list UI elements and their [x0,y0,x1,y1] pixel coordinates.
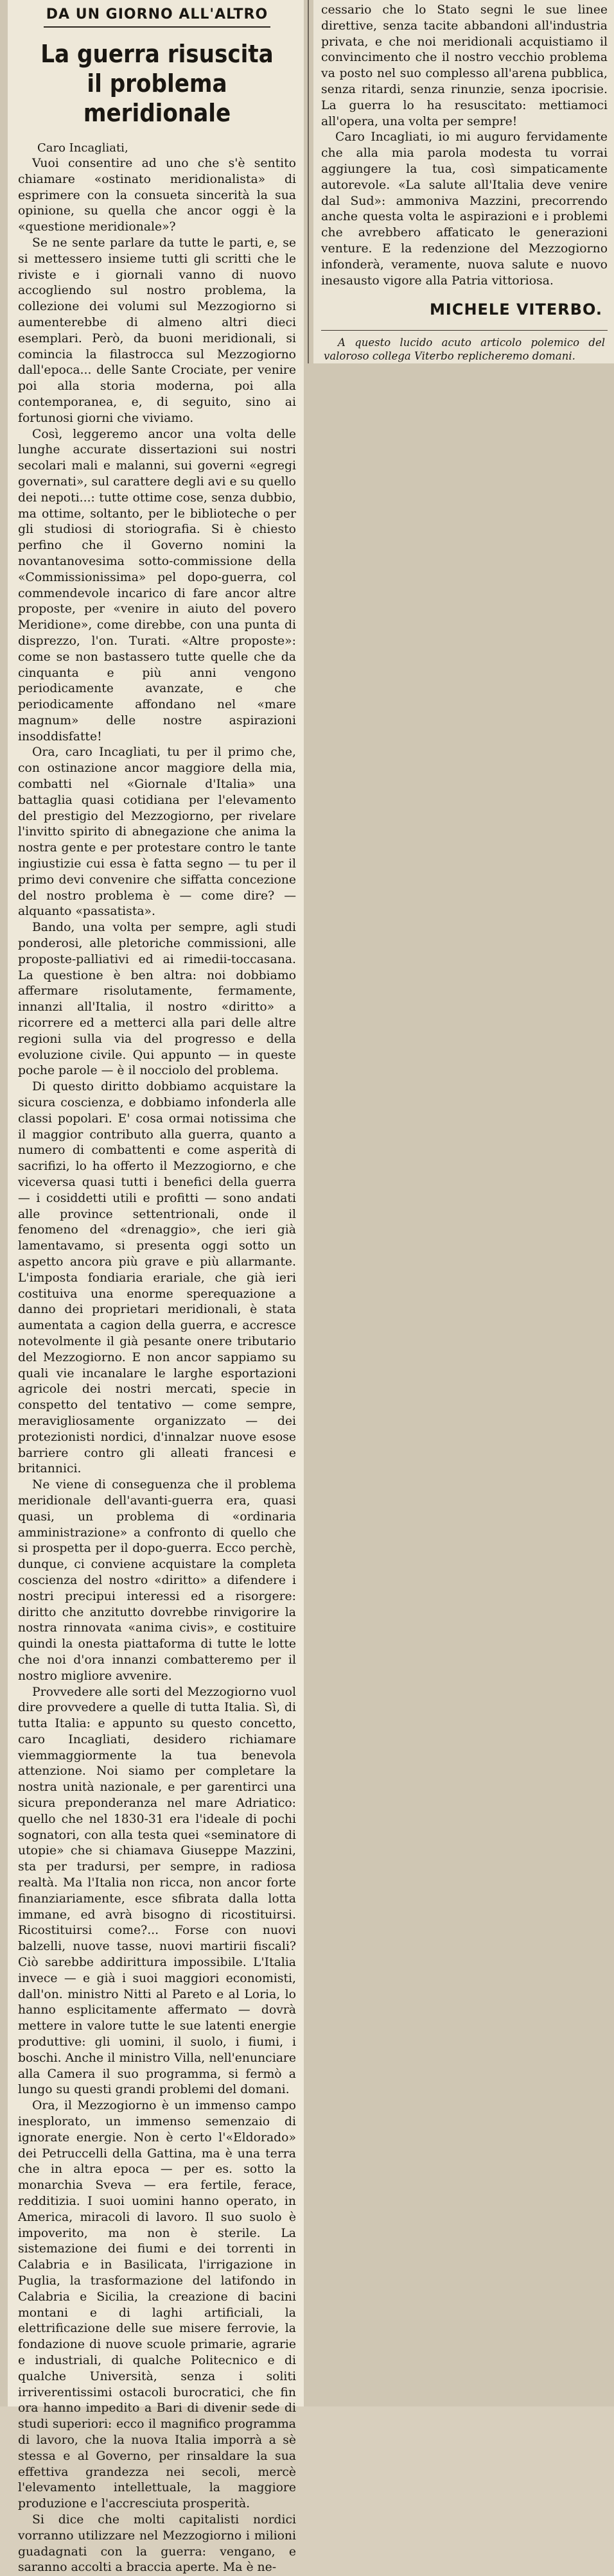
editor-note: A questo lucido acuto articolo polemico del valoroso collega Viterbo replicheremo domani. [324,336,605,363]
column-divider [308,0,309,363]
paragraph-continued: cessario che lo Stato segni le sue linee direttive, senza tacite abbandoni all'industria privata, e che noi meridionali acquistiamo il convincimento che il nostro vecchio problema va posto nel suo complesso all'arena pubblica, senza ritardi, senza rinunzie, senza ipocrisie. La guerra lo ha resuscitato: mettiamoci all'opera, una volta per sempre! [321,3,608,128]
paragraph: Ora, caro Incagliati, tu per il primo che, con ostinazione ancor maggiore della mia, combatti nel «Giornale d'Italia» una battaglia quasi cotidiana per l'elevamento del prestigio del Mezzogiorno, per rivelare l'invitto spirito di abnegazione che anima la nostra gente e per protestare contro le tante ingiustizie cui essa è fatta segno — tu per il primo devi convenire che siffatta concezione del nostro problema è — come dire? — alquanto «passatista». [18,745,296,919]
article-column-1 [8,0,304,2575]
article-headline [18,39,296,128]
paragraph: Così, leggeremo ancor una volta delle lunghe accurate dissertazioni sui nostri secolari mali e malanni, sui governi «egregi governati», sul carattere degli avi e su quello dei nepoti...: tutte ottime cose, senza dubbio, ma ottime, soltanto, per le biblioteche o per gli studiosi di storiografia. Si è chiesto perfino che il Governo nomini la novantanovesima sotto-commissione della «Commissionissima» pel dopo-guerra, col commendevole incarico di fare ancor altre proposte, per «venire in aiuto del povero Meridione», come direbbe, con una punta di disprezzo, l'on. Turati. «Altre proposte»: come se non bastassero tutte quelle che da cinquanta e più anni vengono periodicamente avanzate, e che periodicamente affondano nel «mare magnum» delle nostre aspirazioni insoddisfatte! [18,427,296,744]
column-kicker: DA UN GIORNO ALL'ALTRO [46,6,268,22]
paragraph: Se ne sente parlare da tutte le parti, e, se si mettessero insieme tutti gli scritti che le riviste e i giornali vanno di nuovo accogliendo sul nostro problema, la collezione dei volumi sul Mezzogiorno si aumenterebbe di almeno altri dieci esemplari. Però, da buoni meridionali, si comincia la filastrocca sul Mezzogiorno dall'epoca... delle Sante Crociate, per venire poi alla storia moderna, poi alla contemporanea, e, di seguito, sino ai fortunosi giorni che viviamo. [18,236,296,425]
headline-line-2: il problema meridionale [83,69,231,127]
paragraph: Si dice che molti capitalisti nordici vorranno utilizzare nel Mezzogiorno i milioni guadagnati con la guerra: vengano, e saranno accolti a braccia aperte. Ma è ne- [18,2512,296,2575]
salutation: Caro Incagliati, [37,141,128,155]
paragraph: Ora, il Mezzogiorno è un immenso campo inesplorato, un immenso semenzaio di ignorate energie. Non è certo l'«Eldorado» dei Petruccelli della Gattina, ma è una terra che in altra epoca — per es. sotto la monarchia Sveva — era fertile, ferace, redditizia. I suoi uomini hanno operato, in America, miracoli di lavoro. Il suo suolo è impoverito, ma non è sterile. La sistemazione dei fiumi e dei torrenti in Calabria e in Basilicata, l'irrigazione in Puglia, la trasformazione del latifondo in Calabria e Sicilia, la creazione di bacini montani e di laghi artificiali, la elettrificazione delle sue misere ferrovie, la fondazione di nuove scuole primarie, agrarie e industriali, di qualche Politecnico e di qualche Università, senza i soliti irriverentissimi ostacoli burocratici, che fin ora hanno impedito a Bari di divenir sede di studi superiori: ecco il magnifico programma di lavoro, che la nuova Italia imporrà a sè stessa e al Governo, per rinsaldare la sua effettiva grandezza nei secoli, mercè l'elevamento intellettuale, la maggiore produzione e l'accresciuta prosperità. [18,2099,296,2511]
paragraph: Provvedere alle sorti del Mezzogiorno vuol dire provvedere a quelle di tutta Italia. Sì, di tutta Italia: e appunto su questo concetto, caro Incagliati, desidero richiamare viemmaggiormente la tua benevola attenzione. Noi siamo per completare la nostra unità nazionale, e per garentirci una sicura preponderanza nel mare Adriatico: quello che nel 1830-31 era l'ideale di pochi sognatori, con alla testa quei «seminatore di utopie» che si chiamava Giuseppe Mazzini, sta per tradursi, per sempre, in radiosa realtà. Ma l'Italia non ricca, non ancor forte finanziariamente, esce sfibrata dalla lotta immane, ed avrà bisogno di ricostituirsi. Ricostituirsi come?... Forse con nuovi balzelli, nuove tasse, nuovi martirii fiscali? Ciò sarebbe addirittura impossibile. L'Italia invece — e già i suoi maggiori economisti, dall'on. ministro Nitti al Pareto e al Loria, lo hanno esplicitamente affermato — dovrà mettere in valore tutte le sue latenti energie produttive: gli uomini, il suolo, i fiumi, i boschi. Anche il ministro Villa, nell'enunciare alla Camera il suo programma, si fermò a lungo su questi grandi problemi del domani. [18,1685,296,2097]
paragraph: Di questo diritto dobbiamo acquistare la sicura coscienza, e dobbiamo infonderla alle classi popolari. E' cosa ormai notissima che il maggior contributo alla guerra, quanto a numero di combattenti e come asperità di sacrifizi, lo ha offerto il Mezzogiorno, e che viceversa quasi tutti i benefici della guerra — i cosiddetti utili e profitti — sono andati alle province settentrionali, onde il fenomeno del «drenaggio», che ieri già lamentavamo, si presenta oggi sotto un aspetto ancora più grave e più allarmante. L'imposta fondiaria erariale, che già ieri costituiva una enorme sperequazione a danno dei proprietari meridionali, è stata aumentata a cagion della guerra, e accresce notevolmente il già pesante onere tributario del Mezzogiorno. E non ancor sappiamo su quali vie incanalare le larghe esportazioni agricole dei nostri mercati, specie in conspetto del tentativo — come sempre, meravigliosamente organizzato — dei protezionisti nordici, d'innalzar nuove esose barriere contro gli alleati francesi e britannici. [18,1080,296,1476]
author-signature: MICHELE VITERBO. [430,300,602,319]
paragraph: Ne viene di conseguenza che il problema meridionale dell'avanti-guerra era, quasi quasi, un problema di «ordinaria amministrazione» a confronto di quello che si prospetta per il dopo-guerra. Ecco perchè, dunque, ci conviene acquistare la completa coscienza del nostro «diritto» a difendere i nostri precipui interessi ed a risorgere: diritto che anzitutto dovrebbe rinvigorire la nostra rinnovata «anima civis», e costituire quindi la onesta piattaforma di tutte le lotte che noi d'ora innanzi combatteremo per il nostro migliore avvenire. [18,1478,296,1683]
article-column-2 [313,0,614,363]
kicker-rule [44,26,270,28]
note-rule [321,330,608,331]
headline-line-1: La guerra risuscita [40,40,274,68]
paragraph: Bando, una volta per sempre, agli studi ponderosi, alle pletoriche commissioni, alle proposte-palliativi ed ai rimedii-toccasana. La questione è ben altra: noi dobbiamo affermare risolutamente, fermamente, innanzi all'Italia, il nostro «diritto» a ricorrere ed a metterci alla pari delle altre regioni sulla via del progresso e della evoluzione civile. Qui appunto — in queste poche parole — è il nocciolo del problema. [18,921,296,1078]
paragraph: Vuoi consentire ad uno che s'è sentito chiamare «ostinato meridionalista» di esprimere con la consueta sincerità la sua opinione, su quella che ancor oggi è la «questione meridionale»? [18,157,296,234]
paragraph: Caro Incagliati, io mi auguro fervidamente che alla mia parola modesta tu vorrai aggiungere la tua, così simpaticamente autorevole. «La salute all'Italia deve venire dal Sud»: ammoniva Mazzini, precorrendo anche questa volta le aspirazioni e i problemi che avrebbero affaticato le generazioni venture. E la redenzione del Mezzogiorno infonderà, veramente, nuova salute e nuovo inesausto vigore alla Patria vittoriosa. [321,130,608,288]
